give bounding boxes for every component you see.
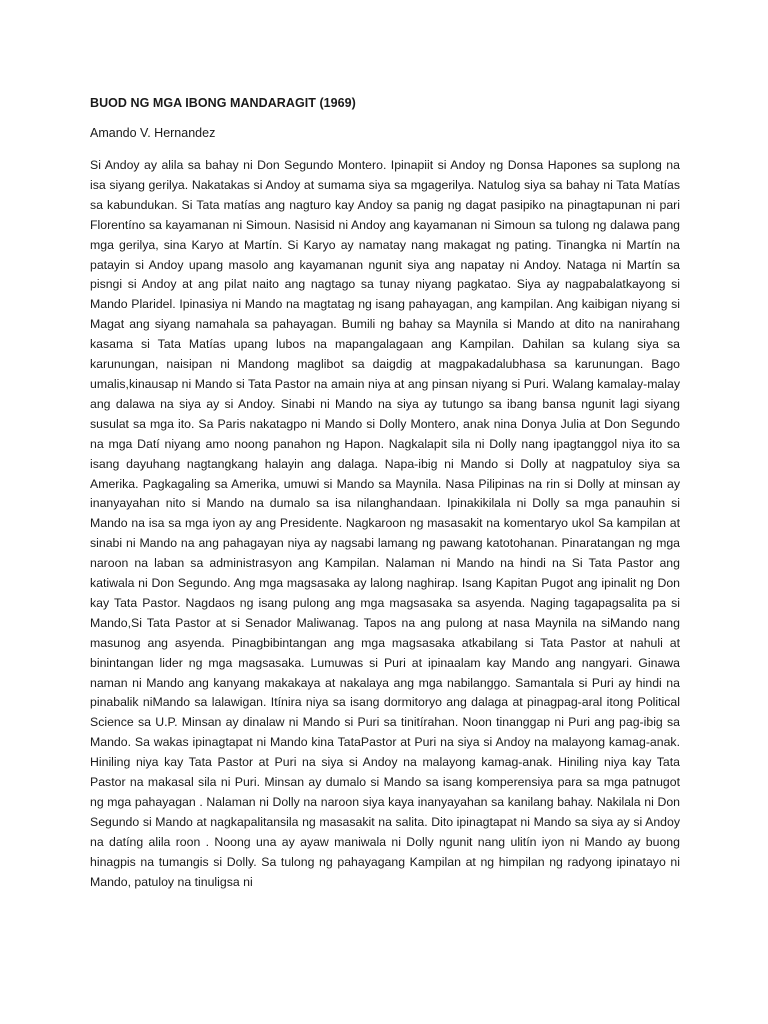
document-title: BUOD NG MGA IBONG MANDARAGIT (1969) (90, 96, 356, 110)
document-content (90, 96, 680, 926)
document-author: Amando V. Hernandez (90, 126, 216, 140)
document-body-text: Si Andoy ay alila sa bahay ni Don Segundo Montero. Ipinapiit si Andoy ng Donsa Hapones sa suplong na isa siyang gerilya. Nakatakas si Andoy at sumama siya sa mgagerilya. Natulog siya sa bahay ni Tata Matías sa kabundukan. Si Tata matías ang nagturo kay Andoy sa panig ng dagat pasipiko na pinagtapunan ni pari Florentíno sa kayamanan ni Simoun. Nasisid ni Andoy ang kayamanan ni Simoun sa tulong ng dalawa pang mga gerilya, sina Karyo at Martín. Si Karyo ay namatay nang makagat ng pating. Tinangka ni Martín na patayin si Andoy upang masolo ang kayamanan ngunit siya ang napatay ni Andoy. Nataga ni Martín sa pisngi si Andoy at ang pilat naito ang nagtago sa tunay niyang pagkatao. Siya ay nagpabalatkayong si Mando Plaridel. Ipinasiya ni Mando na magtatag ng isang pahayagan, ang kampilan. Ang kaibigan niyang si Magat ang siyang namahala sa pahayagan. Bumili ng bahay sa Maynila si Mando at dito na nanirahang kasama si Tata Matías upang lubos na mapangalagaan ang Kampilan. Dahilan sa kulang siya sa karunungan, naisipan ni Mandong maglibot sa daigdig at magpakadalubhasa sa karunungan. Bago umalis,kinausap ni Mando si Tata Pastor na amain niya at ang pinsan niyang si Puri. Walang kamalay-malay ang dalawa na siya ay si Andoy. Sinabi ni Mando na siya ay tutungo sa ibang bansa ngunit lagi siyang susulat sa mga ito. Sa Paris nakatagpo ni Mando si Dolly Montero, anak nina Donya Julia at Don Segundo na mga Datí niyang amo noong panahon ng Hapon. Nagkalapit sila ni Dolly nang ipagtanggol niya ito sa isang dayuhang nagtangkang halayin ang dalaga. Napa-ibig ni Mando si Dolly at nagpatuloy siya sa Amerika. Pagkagaling sa Amerika, umuwi si Mando sa Maynila. Nasa Pilipinas na rin si Dolly at minsan ay inanyayahan nito si Mando na dumalo sa isa nilanghandaan. Ipinakikilala ni Dolly sa mga panauhin si Mando na isa sa mga iyon ay ang Presidente. Nagkaroon ng masasakit na komentaryo ukol Sa kampilan at sinabi ni Mando na ang pahagayan niya ay nagsabi lamang ng pawang katotohanan. Pinaratangan ng mga naroon na laban sa administrasyon ang Kampilan. Nalaman ni Mando na hindi na Si Tata Pastor ang katiwala ni Don Segundo. Ang mga magsasaka ay lalong naghirap. Isang Kapitan Pugot ang ipinalit ng Don kay Tata Pastor. Nagdaos ng isang pulong ang mga magsasaka sa asyenda. Naging tagapagsalita pa si Mando,Si Tata Pastor at si Senador Maliwanag. Tapos na ang pulong at nasa Maynila na siMando nang masunog ang asyenda. Pinagbibintangan ang mga magsasaka atkabilang si Tata Pastor at nahuli at binintangan lider ng mga magsasaka. Lumuwas si Puri at ipinaalam kay Mando ang nangyari. Ginawa naman ni Mando ang kanyang makakaya at nakalaya ang mga nabilanggo. Samantala si Puri ay hindi na pinabalik niMando sa lalawigan. Itínira niya sa isang dormitoryo ang dalaga at pinagpag-aral itong Political Science sa U.P. Minsan ay dinalaw ni Mando si Puri sa tinitírahan. Noon tinanggap ni Puri ang pag-ibig sa Mando. Sa wakas ipinagtapat ni Mando kina TataPastor at Puri na siya si Andoy na malayong kamag-anak. Hiniling niya kay Tata Pastor at Puri na siya si Andoy na malayong kamag-anak. Hiniling niya kay Tata Pastor na makasal sila ni Puri. Minsan ay dumalo si Mando sa isang komperensiya para sa mga patnugot ng mga pahayagan . Nalaman ni Dolly na naroon siya kaya inanyayahan sa kanilang bahay. Nakilala ni Don Segundo si Mando at nagkapalitansila ng masasakit na salita. Dito ipinagtapat ni Mando sa siya ay si Andoy na datíng alila roon . Noong una ay ayaw maniwala ni Dolly ngunit nang ulitín iyon ni Mando ay buong hinagpis na tumangis si Dolly. Sa tulong ng pahayagang Kampilan at ng himpilan ng radyong ipinatayo ni Mando, patuloy na tinuligsa ni (90, 158, 680, 889)
